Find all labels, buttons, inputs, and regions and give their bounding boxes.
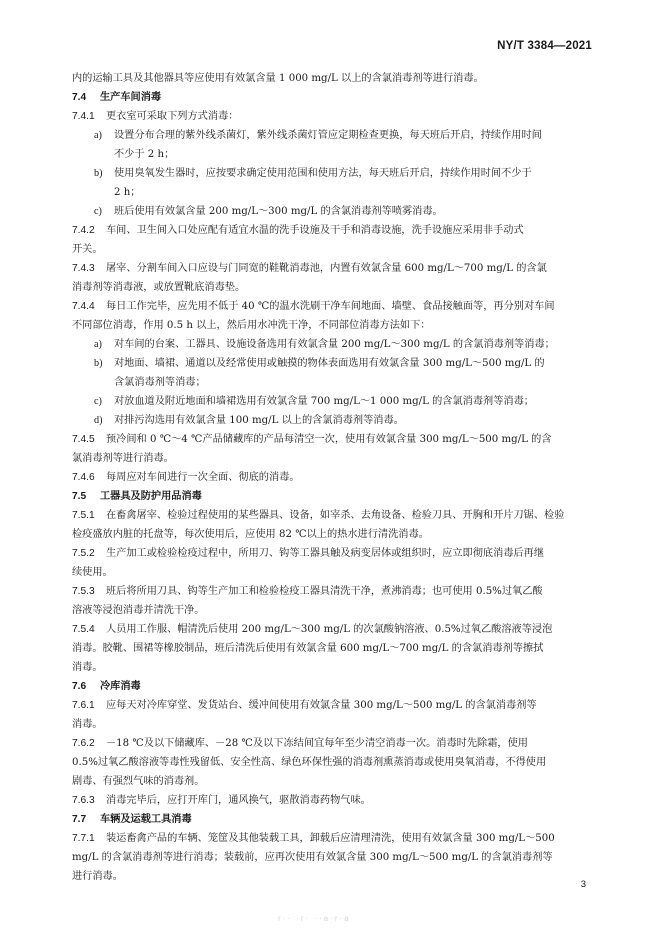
clause-text-line: 消毒剂等消毒液，或放置靴底消毒垫。 [72,282,246,293]
list-item-text: 对地面、墙裙、通道以及经常使用或触摸的物体表面选用有效氯含量 300 mg/L～500 mg/L 的 [114,358,545,369]
clause-number: 7.7.1 [72,833,95,844]
list-item [72,354,590,373]
clause-paragraph [72,259,590,297]
clause-text-line: 预冷间和 0 ℃～4 ℃产品储藏库的产品每清空一次，使用有效氯含量 300 mg/L～500 mg/L 的含 [106,434,552,445]
clause-text-line: 装运畜禽产品的车辆、笼筐及其他装载工具，卸载后应清理清洗，使用有效氯含量 300 mg/L～500 [106,833,555,844]
clause-paragraph [72,430,590,468]
clause-text-line: 班后将所用刀具、钩等生产加工和检验检疫工器具清洗干净，煮沸消毒；也可使用 0.5%过氧乙酸 [106,586,543,597]
clause-text-line: 检疫盛放内脏的托盘等，每次使用后，应使用 82 ℃以上的热水进行清洗消毒。 [72,529,429,540]
list-item-text: 使用臭氧发生器时，应按要求确定使用范围和使用方法，每天班后开启，持续作用时间不少于 [114,168,532,179]
list-item [72,335,590,354]
clause-text-line: mg/L 的含氯消毒剂等进行消毒；装载前，应再次使用有效氯含量 300 mg/L～500 mg/L 的含氯消毒剂等 [72,852,553,863]
section-number: 7.7 [72,814,87,825]
list-item-continuation [72,145,590,164]
clause-text-line: 应每天对冷库穿堂、发货站台、缓冲间使用有效氯含量 300 mg/L～500 mg/L 的含氯消毒剂等 [106,700,537,711]
list-item-continuation [72,373,590,392]
clause-text-line: 屠宰、分割车间入口应设与门同宽的鞋靴消毒池，内置有效氯含量 600 mg/L～700 mg/L 的含氯 [106,263,547,274]
paragraph [72,107,590,126]
list-item-continuation [72,183,590,202]
list-item [72,164,590,183]
section-title: 生产车间消毒 [100,92,162,103]
paragraph [72,69,590,88]
clause-text-line: 每周应对车间进行一次全面、彻底的消毒。 [106,472,300,483]
section-title: 工器具及防护用品消毒 [100,491,202,502]
clause-number: 7.6.2 [72,738,95,749]
clause-paragraph [72,468,590,487]
clause-number: 7.5.1 [72,510,95,521]
clause-number: 7.6.3 [72,795,95,806]
section-heading [72,677,590,696]
clause-number: 7.4.6 [72,472,95,483]
clause-number: 7.4.3 [72,263,95,274]
list-item-text: 对排污沟选用有效氯含量 100 mg/L 以上的含氯消毒剂等消毒。 [114,415,404,426]
paragraph-text: 内的运输工具及其他器具等应使用有效氯含量 1 000 mg/L 以上的含氯消毒剂等进行消毒。 [72,73,484,84]
page-number: 3 [580,879,586,890]
clause-paragraph [72,506,590,544]
list-item-text: 对车间的台案、工器具、设施设备选用有效氯含量 200 mg/L～300 mg/L 的含氯消毒剂等消毒； [114,339,555,350]
list-item-label: a) [94,130,102,141]
section-number: 7.5 [72,491,87,502]
section-number: 7.4 [72,92,87,103]
clause-text-line: 开关。 [72,244,103,255]
clause-text-line: 剧毒、有强烈气味的消毒剂。 [72,776,205,787]
clause-number: 7.6.1 [72,700,95,711]
section-heading [72,88,590,107]
clause-paragraph [72,221,590,259]
section-title: 车辆及运载工具消毒 [100,814,192,825]
clause-text-line: 续使用。 [72,567,113,578]
clause-text-line: 不同部位消毒，作用 0.5 h 以上，然后用水冲洗干净，不同部位消毒方法如下： [72,320,431,331]
clause-text-line: 消毒。 [72,662,103,673]
clause-number: 7.4.4 [72,301,95,312]
clause-number: 7.4.2 [72,225,95,236]
clause-paragraph [72,297,590,335]
clause-paragraph [72,829,590,886]
list-item-label: a) [94,339,102,350]
list-item-label: b) [94,168,103,179]
clause-text-line: 0.5%过氧乙酸溶液等毒性残留低、安全性高、绿色环保性强的消毒剂熏蒸消毒或使用臭氧消毒，不得使用 [72,757,547,768]
clause-text-line: 车间、卫生间入口处应配有适宜水温的洗手设施及干手和消毒设施，洗手设施应采用非手动式 [106,225,524,236]
clause-text-line: 生产加工或检验检疫过程中，所用刀、钩等工器具触及病变居体或组织时，应立即彻底消毒后再继 [106,548,545,559]
clause-text-line: 消毒。 [72,719,103,730]
faint-footer-text: r·· ·r· ··a·r·a [278,914,351,923]
list-item-label: c) [94,206,102,217]
list-item-label: c) [94,396,102,407]
list-item [72,202,590,221]
clause-text-line: 溶液等浸泡消毒并清洗干净。 [72,605,205,616]
clause-number: 7.5.3 [72,586,95,597]
clause-paragraph [72,734,590,791]
list-item-text: 不少于 2 h； [114,149,175,160]
clause-paragraph [72,582,590,620]
clause-text-line: －18 ℃及以下储藏库、－28 ℃及以下冻结间宜每年至少清空消毒一次。消毒时先除霜，使用 [106,738,528,749]
clause-text-line: 在畜禽屠宰、检验过程使用的某些器具、设备，如宰杀、去角设备、检验刀具、开胸和开片刀锯、检验 [106,510,565,521]
list-item-text: 2 h； [114,187,141,198]
list-item [72,126,590,145]
document-body [72,69,590,886]
clause-number: 7.4.5 [72,434,95,445]
clause-number: 7.5.4 [72,624,95,635]
clause-number: 7.5.2 [72,548,95,559]
list-item-text: 班后使用有效氯含量 200 mg/L～300 mg/L 的含氯消毒剂等喷雾消毒。 [114,206,443,217]
section-heading [72,810,590,829]
clause-text-line: 人员用工作服、帽清洗后使用 200 mg/L～300 mg/L 的次氯酸钠溶液、0.5%过氧乙酸溶液等浸泡 [106,624,553,635]
clause-text-line: 氯消毒剂等进行消毒。 [72,453,174,464]
clause-number: 7.4.1 [72,111,95,122]
list-item-label: d) [94,415,103,426]
clause-paragraph [72,696,590,734]
section-title: 冷库消毒 [100,681,141,692]
list-item-label: b) [94,358,103,369]
clause-text-line: 每日工作完毕，应先用不低于 40 ℃的温水洗刷干净车间地面、墙壁、食品接触面等，再分别对车间 [106,301,555,312]
clause-paragraph [72,620,590,677]
list-item-text: 含氯消毒剂等消毒； [114,377,206,388]
clause-paragraph [72,791,590,810]
section-number: 7.6 [72,681,87,692]
clause-text-line: 消毒。胶靴、围裙等橡胶制品，班后清洗后使用有效氯含量 600 mg/L～700 mg/L 的含氯消毒剂等擦拭 [72,643,544,654]
clause-paragraph [72,544,590,582]
list-item [72,392,590,411]
section-heading [72,487,590,506]
clause-text-line: 进行消毒。 [72,871,123,882]
list-item-text: 对放血道及附近地面和墙裙选用有效氯含量 700 mg/L～1 000 mg/L 的含氯消毒剂等消毒； [114,396,534,407]
paragraph-text: 更衣室可采取下列方式消毒： [106,111,239,122]
list-item [72,411,590,430]
list-item-text: 设置分布合理的紫外线杀菌灯，紫外线杀菌灯管应定期检查更换，每天班后开启，持续作用时间 [114,130,542,141]
clause-text-line: 消毒完毕后，应打开库门，通风换气，驱散消毒药物气味。 [106,795,371,806]
standard-code: NY/T 3384—2021 [497,40,592,52]
